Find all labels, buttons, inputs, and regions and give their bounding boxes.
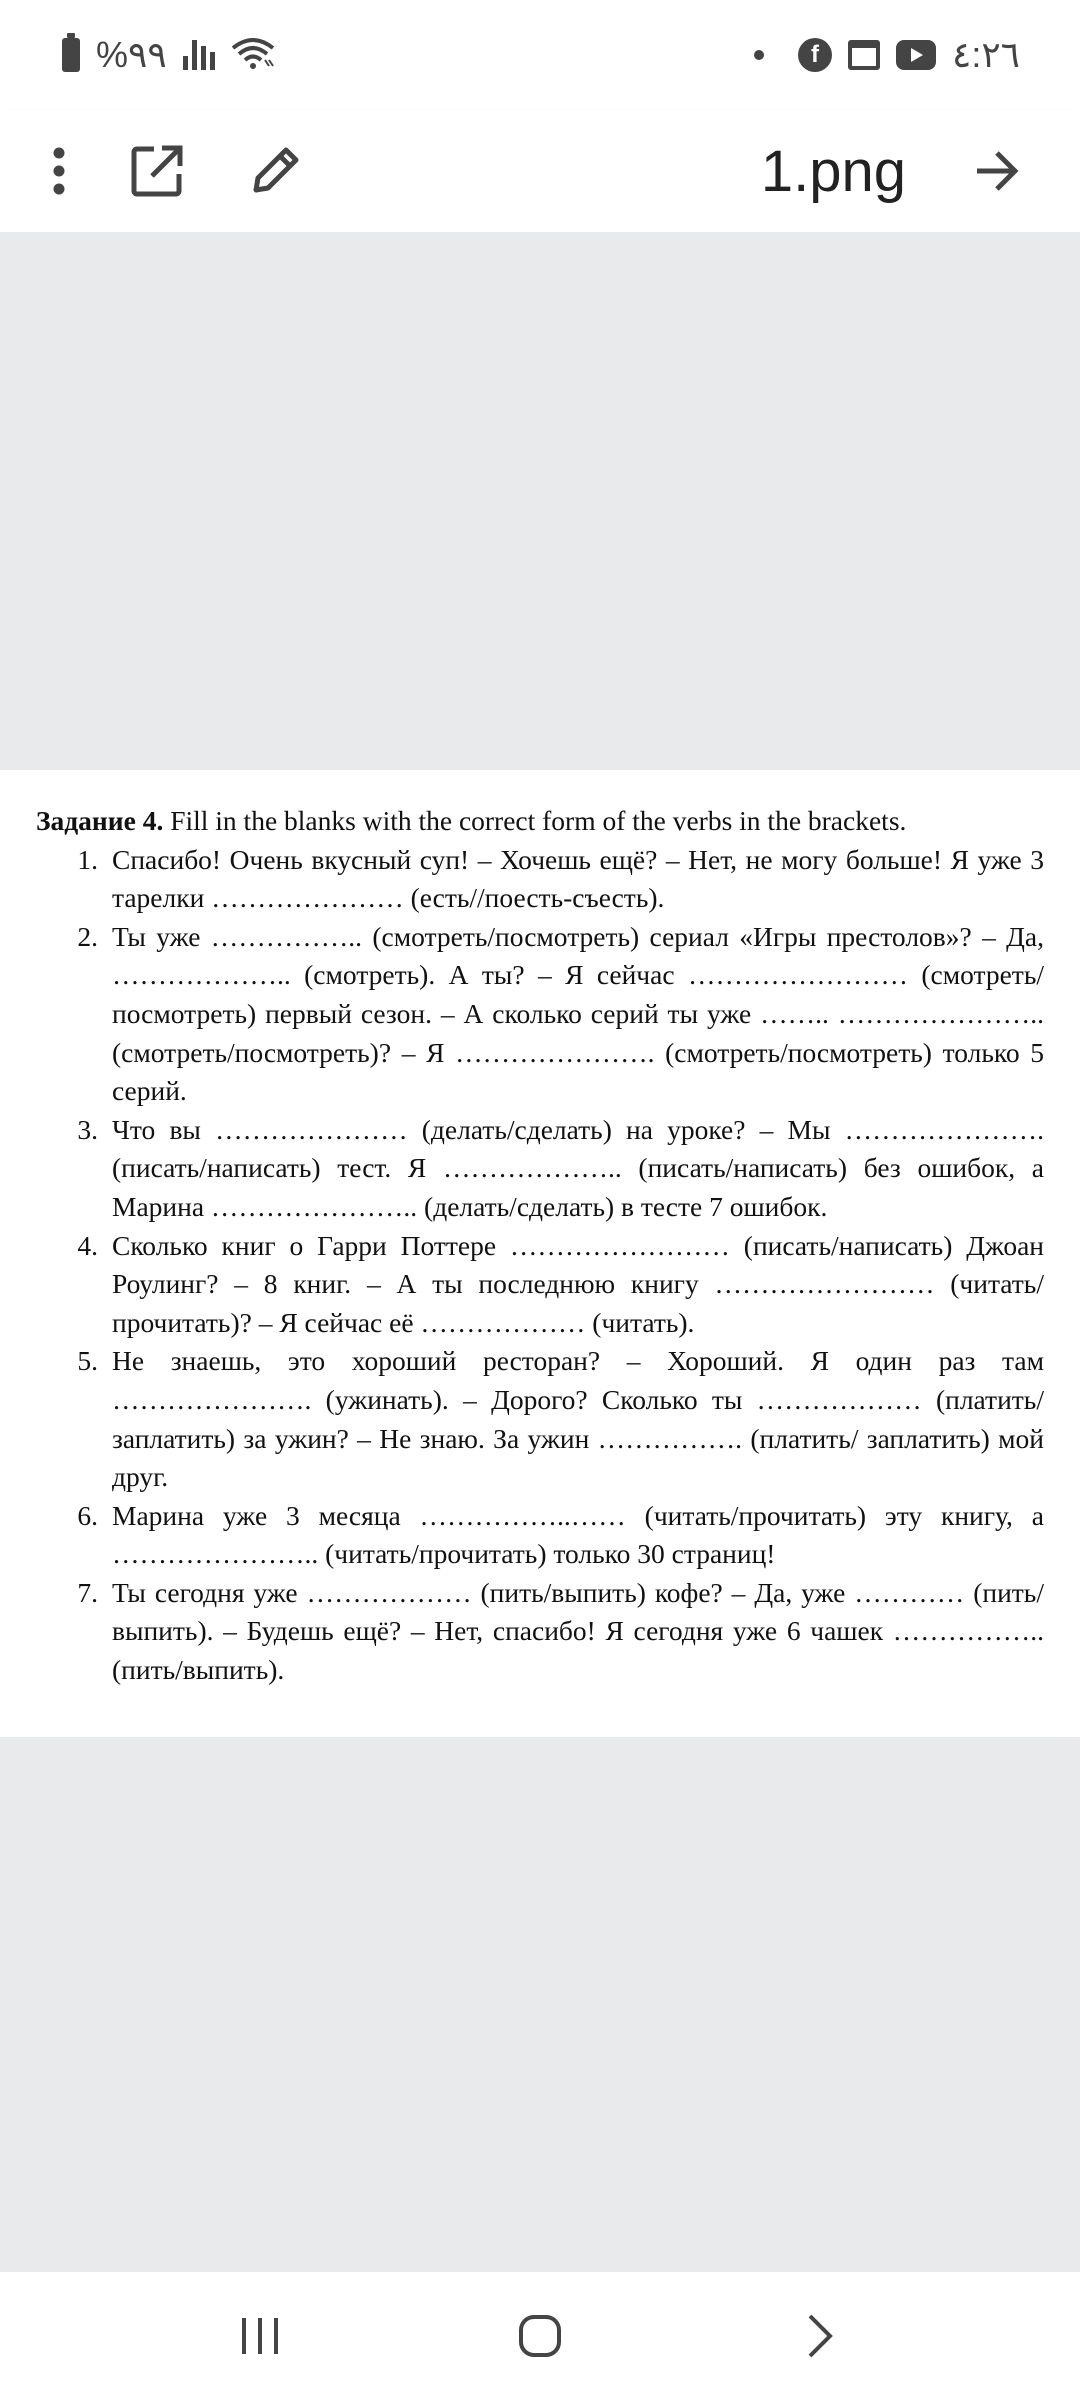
home-icon — [516, 2312, 564, 2360]
forward-button[interactable] — [962, 136, 1032, 206]
exercise-text: Ты сегодня уже ……………… (пить/выпить) кофе? – Да, уже ………… (пить/выпить). – Будешь ещё? – Нет, спасибо! Я сегодня уже 6 чашек …………….. (пить/выпить). — [112, 1576, 1044, 1686]
edit-button[interactable] — [240, 136, 310, 206]
exercise-item — [36, 1111, 1044, 1227]
exercise-item — [36, 1227, 1044, 1343]
recent-apps-button[interactable] — [215, 2291, 305, 2381]
exercise-item — [36, 918, 1044, 1111]
home-button[interactable] — [495, 2291, 585, 2381]
calendar-icon — [848, 40, 880, 70]
facebook-icon: f — [798, 38, 832, 72]
exercise-number: 3. — [77, 1113, 98, 1145]
exercise-number: 2. — [77, 920, 98, 952]
exercise-number: 1. — [77, 843, 98, 875]
more-options-button[interactable] — [44, 136, 74, 206]
exercise-text: Сколько книг о Гарри Поттере …………………… (писать/написать) Джоан Роулинг? – 8 книг. – А ты последнюю книгу …………………… (читать/прочитать)? – Я сейчас её ……………… (читать). — [112, 1229, 1044, 1338]
notification-dot-icon — [754, 50, 764, 60]
image-viewer[interactable] — [0, 232, 1080, 2272]
exercise-item — [36, 1497, 1044, 1574]
signal-icon — [183, 40, 215, 70]
status-right — [754, 34, 1020, 76]
recent-apps-icon — [238, 2316, 282, 2356]
exercise-text: Ты уже …………….. (смотреть/посмотреть) сериал «Игры престолов»? – Да, ……………….. (смотреть). А ты? – Я сейчас …………………… (смотреть/посмотреть) первый сезон. – А сколько серий ты уже …….. ………………….. (смотреть/посмотреть)? – Я …………………. (смотреть/посмотреть) только 5 серий. — [112, 920, 1044, 1107]
exercise-number: 7. — [77, 1576, 98, 1608]
document-image — [0, 770, 1080, 1737]
app-toolbar — [0, 110, 1080, 232]
exercise-text: Не знаешь, это хороший ресторан? – Хороший. Я один раз там …………………. (ужинать). – Дорого? Сколько ты ……………… (платить/заплатить) за ужин? – Не знаю. За ужин ……………. (платить/ заплатить) мой друг. — [112, 1345, 1044, 1493]
status-bar — [0, 0, 1080, 110]
system-nav-bar — [0, 2272, 1080, 2400]
exercise-number: 6. — [77, 1499, 98, 1531]
exercise-list — [36, 841, 1044, 1690]
exercise-item — [36, 1574, 1044, 1690]
task-heading — [36, 802, 1044, 841]
back-button[interactable] — [775, 2291, 865, 2381]
task-heading-bold: Задание 4. — [36, 805, 164, 836]
youtube-icon — [896, 40, 936, 70]
exercise-number: 4. — [77, 1229, 98, 1261]
exercise-item — [36, 1342, 1044, 1496]
toolbar-left — [44, 136, 310, 206]
battery-level: %٩٩ — [96, 34, 167, 75]
more-vert-icon — [52, 147, 66, 195]
battery-icon — [62, 38, 80, 72]
file-title: 1.png — [760, 138, 906, 204]
open-external-button[interactable] — [122, 136, 192, 206]
arrow-forward-icon — [973, 149, 1021, 193]
task-heading-instructions: Fill in the blanks with the correct form of the verbs in the brackets. — [163, 805, 907, 836]
status-left — [62, 34, 275, 76]
exercise-text: Что вы ………………… (делать/сделать) на уроке? – Мы …………………. (писать/написать) тест. Я ……………….. (писать/написать) без ошибок, а Марина ………………….. (делать/сделать) в тесте 7 ошибок. — [112, 1113, 1044, 1222]
pencil-icon — [248, 144, 302, 198]
exercise-item — [36, 841, 1044, 918]
clock: ٤:٢٦ — [951, 34, 1020, 75]
open-in-new-icon — [130, 144, 184, 198]
exercise-text: Марина уже 3 месяца ……………..…… (читать/прочитать) эту книгу, а ………………….. (читать/прочитать) только 30 страниц! — [112, 1499, 1044, 1570]
exercise-number: 5. — [77, 1345, 98, 1377]
exercise-text: Спасибо! Очень вкусный суп! – Хочешь ещё? – Нет, не могу больше! Я уже 3 тарелки ………………… (есть//поесть-съесть). — [112, 843, 1044, 914]
chevron-right-icon — [802, 2312, 838, 2360]
wifi-icon — [231, 36, 275, 75]
